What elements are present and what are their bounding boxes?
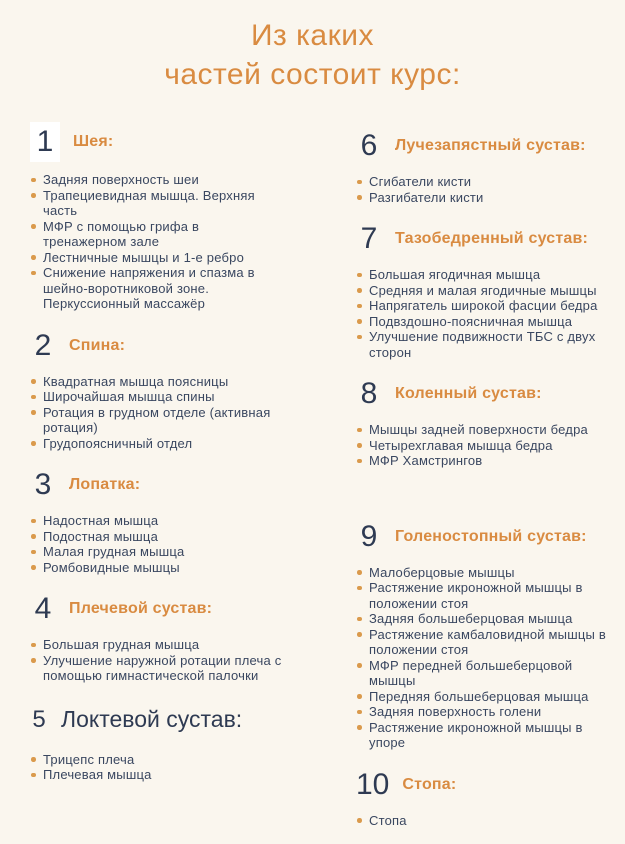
section-shoulder-joint <box>30 591 324 700</box>
bullet-dot <box>357 428 362 433</box>
two-column-layout <box>30 122 619 844</box>
bullet-dot <box>31 550 36 555</box>
list-item <box>356 190 609 206</box>
list-item-text: Растяжение камбаловидной мышцы в положении стоя <box>369 627 606 658</box>
list-item <box>30 767 283 783</box>
list-item <box>30 188 283 219</box>
bullet-dot <box>357 632 362 637</box>
list-item <box>356 453 609 469</box>
section-header <box>356 376 619 412</box>
section-title: Лучезапястный сустав: <box>395 137 586 155</box>
list-item-text: Надостная мышца <box>43 513 158 528</box>
list-item-text: Передняя большеберцовая мышца <box>369 689 589 704</box>
list-item <box>30 405 283 436</box>
list-item-text: Трицепс плеча <box>43 752 134 767</box>
list-item-text: МФР передней большеберцовой мышцы <box>369 658 572 689</box>
list-item <box>356 267 609 283</box>
list-item-text: Растяжение икроножной мышцы в положении стоя <box>369 580 583 611</box>
list-item-text: Большая грудная мышца <box>43 637 199 652</box>
list-item-text: Четырехглавая мышца бедра <box>369 438 553 453</box>
section-elbow-joint <box>30 700 324 799</box>
list-item <box>30 250 283 266</box>
bullet-dot <box>357 180 362 185</box>
list-item-text: Квадратная мышца поясницы <box>43 374 228 389</box>
bullet-dot <box>31 658 36 663</box>
section-title: Тазобедренный сустав: <box>395 230 588 248</box>
bullet-dot <box>357 710 362 715</box>
bullet-dot <box>357 570 362 575</box>
section-wrist-joint <box>356 122 619 221</box>
list-item-text: Средняя и малая ягодичные мышцы <box>369 283 597 298</box>
bullet-dot <box>357 663 362 668</box>
bullet-dot <box>31 271 36 276</box>
list-item <box>356 658 609 689</box>
bullet-list <box>30 374 283 452</box>
list-item <box>356 627 609 658</box>
page-title <box>0 16 625 94</box>
list-item-text: Улучшение подвижности ТБС с двух сторон <box>369 329 595 360</box>
list-item-text: Мышцы задней поверхности бедра <box>369 422 588 437</box>
section-header <box>356 128 619 164</box>
section-number: 6 <box>356 131 382 161</box>
list-item <box>30 389 283 405</box>
list-item <box>356 704 609 720</box>
bullet-dot <box>357 304 362 309</box>
list-item-text: Задняя поверхность шеи <box>43 172 199 187</box>
bullet-list <box>356 267 609 360</box>
list-item <box>30 219 283 250</box>
bullet-list <box>356 174 609 205</box>
list-item <box>30 529 283 545</box>
list-item <box>356 611 609 627</box>
section-title: Плечевой сустав: <box>69 600 212 618</box>
bullet-dot <box>31 410 36 415</box>
list-item-text: Растяжение икроножной мышцы в упоре <box>369 720 583 751</box>
list-item <box>356 329 609 360</box>
bullet-dot <box>31 519 36 524</box>
right-column <box>356 122 619 844</box>
section-number: 5 <box>30 708 48 732</box>
list-item-text: Трапециевидная мышца. Верхняя часть <box>43 188 255 219</box>
bullet-dot <box>31 224 36 229</box>
section-knee-joint <box>356 376 619 519</box>
list-item-text: МФР с помощью грифа в тренажерном зале <box>43 219 199 250</box>
bullet-dot <box>31 773 36 778</box>
bullet-dot <box>31 441 36 446</box>
section-header <box>30 328 324 364</box>
section-title: Локтевой сустав: <box>61 706 242 733</box>
list-item <box>30 752 283 768</box>
bullet-dot <box>31 379 36 384</box>
list-item-text: Большая ягодичная мышца <box>369 267 540 282</box>
section-header <box>30 591 324 627</box>
bullet-dot <box>357 694 362 699</box>
bullet-dot <box>357 195 362 200</box>
list-item <box>30 637 283 653</box>
section-ankle-joint <box>356 519 619 767</box>
section-title: Голеностопный сустав: <box>395 528 587 546</box>
list-item <box>356 689 609 705</box>
list-item <box>356 283 609 299</box>
section-number: 7 <box>356 224 382 254</box>
list-item <box>30 544 283 560</box>
bullet-dot <box>31 255 36 260</box>
bullet-dot <box>31 565 36 570</box>
bullet-dot <box>31 534 36 539</box>
list-item-text: Снижение напряжения и спазма в шейно-воротниковой зоне. Перкуссионный массажёр <box>43 265 255 311</box>
section-title: Стопа: <box>402 776 456 794</box>
bullet-dot <box>31 757 36 762</box>
section-hip-joint <box>356 221 619 376</box>
list-item <box>356 174 609 190</box>
list-item <box>30 172 283 188</box>
list-item <box>356 565 609 581</box>
section-number: 4 <box>30 594 56 624</box>
section-header <box>356 221 619 257</box>
bullet-dot <box>357 335 362 340</box>
list-item-text: МФР Хамстрингов <box>369 453 482 468</box>
list-item-text: Плечевая мышца <box>43 767 152 782</box>
page-title-line1: Из каких <box>251 19 374 52</box>
section-header <box>30 467 324 503</box>
list-item <box>30 436 283 452</box>
section-number: 2 <box>30 331 56 361</box>
list-item-text: Задняя поверхность голени <box>369 704 541 719</box>
bullet-dot <box>357 319 362 324</box>
bullet-list <box>30 752 283 783</box>
bullet-list <box>356 422 609 469</box>
list-item-text: Малая грудная мышца <box>43 544 184 559</box>
bullet-list <box>30 637 283 684</box>
bullet-dot <box>357 443 362 448</box>
bullet-list <box>356 813 609 829</box>
section-title: Спина: <box>69 337 125 355</box>
list-item <box>356 720 609 751</box>
section-header <box>30 702 324 738</box>
section-number: 1 <box>30 122 60 162</box>
page-title-line2: частей состоит курс: <box>164 58 461 91</box>
list-item <box>30 374 283 390</box>
list-item-text: Разгибатели кисти <box>369 190 484 205</box>
section-back <box>30 328 324 468</box>
left-column <box>30 122 324 844</box>
bullet-list <box>30 513 283 575</box>
bullet-dot <box>357 725 362 730</box>
list-item-text: Малоберцовые мышцы <box>369 565 515 580</box>
list-item <box>30 560 283 576</box>
list-item-text: Ротация в грудном отделе (активная ротация) <box>43 405 270 436</box>
bullet-dot <box>357 818 362 823</box>
section-neck <box>30 122 324 328</box>
section-title: Шея: <box>73 133 113 151</box>
bullet-dot <box>31 643 36 648</box>
section-number: 3 <box>30 470 56 500</box>
list-item-text: Подостная мышца <box>43 529 158 544</box>
section-number: 10 <box>356 770 389 800</box>
list-item <box>30 265 283 312</box>
list-item-text: Задняя большеберцовая мышца <box>369 611 573 626</box>
section-header <box>356 519 619 555</box>
bullet-dot <box>357 586 362 591</box>
section-title: Лопатка: <box>69 476 140 494</box>
bullet-dot <box>31 395 36 400</box>
section-title: Коленный сустав: <box>395 385 542 403</box>
section-header <box>30 122 324 162</box>
bullet-dot <box>357 288 362 293</box>
section-number: 8 <box>356 379 382 409</box>
list-item <box>356 580 609 611</box>
list-item-text: Улучшение наружной ротации плеча с помощью гимнастической палочки <box>43 653 281 684</box>
list-item-text: Подвздошно-поясничная мышца <box>369 314 572 329</box>
bullet-dot <box>31 178 36 183</box>
bullet-dot <box>31 193 36 198</box>
list-item-text: Грудопоясничный отдел <box>43 436 192 451</box>
list-item-text: Широчайшая мышца спины <box>43 389 215 404</box>
section-number: 9 <box>356 522 382 552</box>
list-item <box>356 422 609 438</box>
list-item-text: Сгибатели кисти <box>369 174 471 189</box>
list-item-text: Ромбовидные мышцы <box>43 560 180 575</box>
list-item <box>356 314 609 330</box>
list-item-text: Напрягатель широкой фасции бедра <box>369 298 598 313</box>
list-item-text: Лестничные мышцы и 1-е ребро <box>43 250 244 265</box>
section-foot <box>356 767 619 844</box>
bullet-list <box>30 172 283 312</box>
list-item-text: Стопа <box>369 813 407 828</box>
list-item <box>356 298 609 314</box>
section-header <box>356 767 619 803</box>
list-item <box>30 653 283 684</box>
section-scapula <box>30 467 324 591</box>
list-item <box>356 438 609 454</box>
bullet-dot <box>357 459 362 464</box>
bullet-dot <box>357 617 362 622</box>
list-item <box>30 513 283 529</box>
list-item <box>356 813 609 829</box>
bullet-list <box>356 565 609 751</box>
bullet-dot <box>357 273 362 278</box>
